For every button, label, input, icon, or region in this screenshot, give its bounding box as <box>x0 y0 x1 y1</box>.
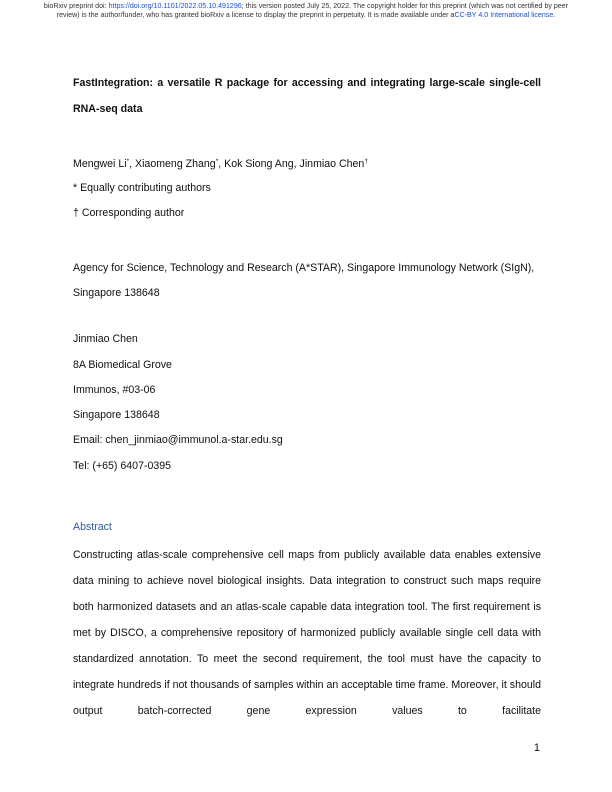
preprint-banner <box>40 2 572 20</box>
author-mark: * <box>215 158 219 165</box>
contact-building: Immunos, #03-06 <box>73 384 156 396</box>
contact-email: Email: chen_jinmiao@immunol.a-star.edu.sg <box>73 434 283 446</box>
doi-link[interactable]: https://doi.org/10.1101/2022.05.10.491296 <box>108 2 242 10</box>
contact-street: 8A Biomedical Grove <box>73 359 172 371</box>
author-name: Kok Siong Ang <box>224 158 294 170</box>
banner-prefix: bioRxiv preprint doi: <box>43 2 109 10</box>
banner-middle: ; this version posted July 25, 2022. The copyright holder for this preprint (which was not certified by peer review) is the author/funder, who has granted bioRxiv a license to display the preprint in perpetuity. It is made available under a <box>56 2 569 19</box>
author-mark: * <box>126 158 130 165</box>
author-separator: , <box>129 158 136 170</box>
affiliation: Agency for Science, Technology and Research (A*STAR), Singapore Immunology Network (SIgN), Singapore 138648 <box>73 262 535 299</box>
author-mark: † <box>364 158 368 165</box>
page-number: 1 <box>533 742 540 754</box>
contact-phone: Tel: (+65) 6407-0395 <box>73 460 172 472</box>
license-link[interactable]: CC-BY 4.0 International license <box>454 10 554 19</box>
paper-title: FastIntegration: a versatile R package for accessing and integrating large-scale single-cell RNA-seq data <box>73 77 541 115</box>
author-name: Jinmiao Chen <box>299 158 365 170</box>
banner-suffix: . <box>553 10 556 19</box>
contact-name: Jinmiao Chen <box>73 333 138 345</box>
author-separator: , <box>218 158 225 170</box>
author-list <box>73 155 368 171</box>
abstract-text: Constructing atlas-scale comprehensive cell maps from publicly available data enables extensive data mining to achieve novel biological insights. Data integration to construct such maps require both harmonized datasets and an atlas-scale capable data integration tool. The first requirement is met by DISCO, a comprehensive repository of harmonized publicly available single cell data with standardized annotation. To meet the second requirement, the tool must have the capacity to integrate hundreds if not thousands of samples within an acceptable time frame. Moreover, it should output batch-corrected gene expression values to facilitate <box>73 549 541 717</box>
corresponding-author-note: † Corresponding author <box>73 207 185 219</box>
author-name: Mengwei Li <box>73 158 127 170</box>
contact-city: Singapore 138648 <box>73 409 160 421</box>
author-name: Xiaomeng Zhang <box>135 158 216 170</box>
equal-contribution-note: * Equally contributing authors <box>73 182 211 194</box>
abstract-heading: Abstract <box>73 521 112 533</box>
author-separator: , <box>293 158 300 170</box>
